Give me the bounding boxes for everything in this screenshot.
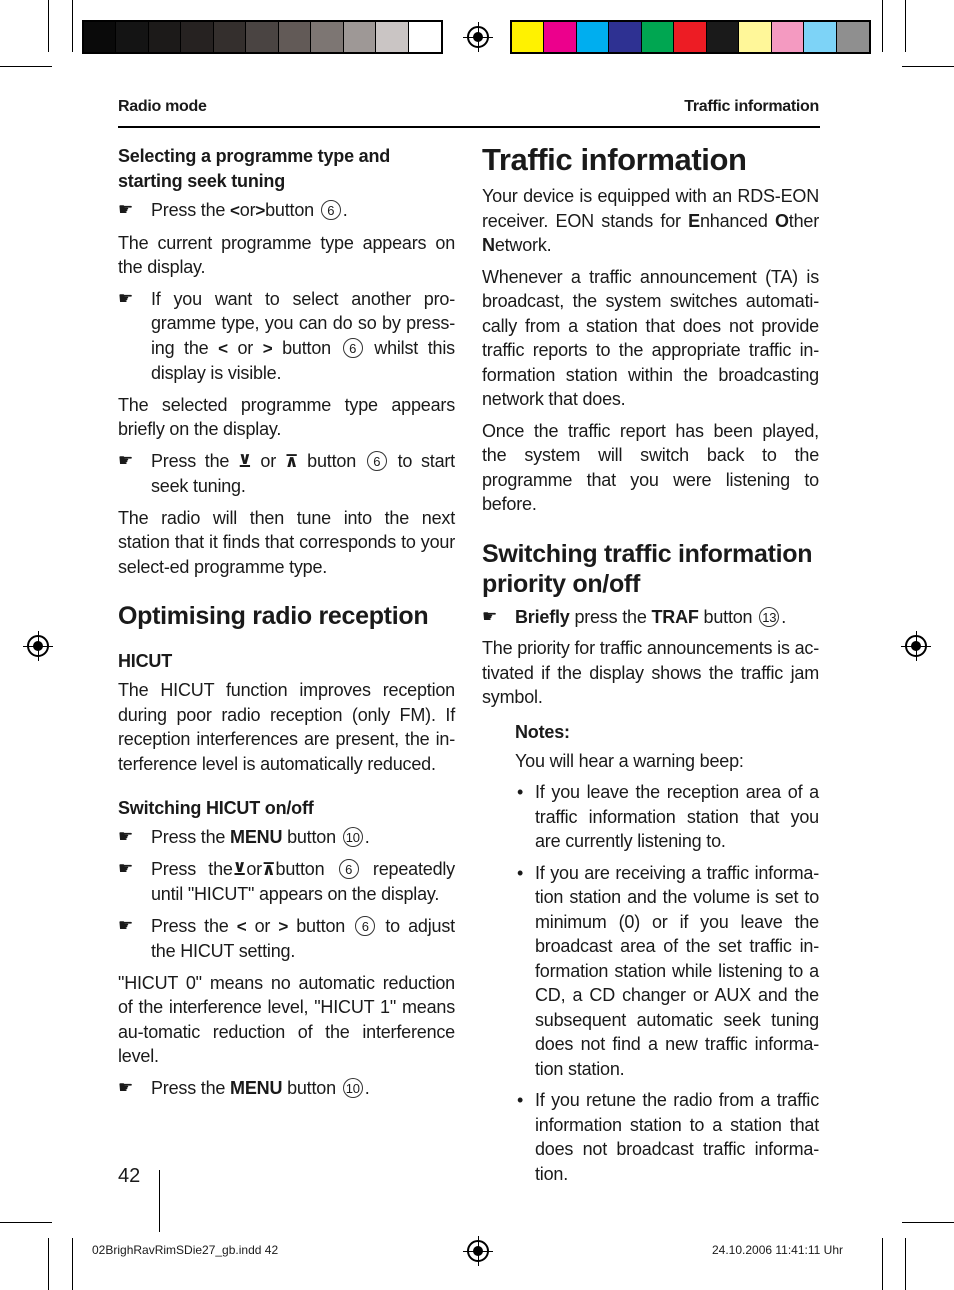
color-swatch <box>409 22 441 52</box>
left-arrow-icon: < <box>236 916 247 936</box>
button-number: 6 <box>355 916 375 936</box>
color-swatch <box>772 22 804 52</box>
right-arrow-icon: > <box>255 201 266 220</box>
instruction-step: ☛ Press the <or>button 6 . <box>118 198 455 224</box>
pointing-hand-icon: ☛ <box>118 1077 134 1097</box>
slug-file: 02BrighRavRimSDie27_gb.indd 42 <box>92 1243 279 1257</box>
section-heading: Optimising radio reception <box>118 602 429 630</box>
color-swatch <box>181 22 213 52</box>
registration-mark-icon <box>27 635 49 657</box>
crop-mark <box>905 0 906 52</box>
list-item: • If you are receiving a traffic informa-tion station and the volume is set to minimum (0) or if you leave the broadcast area of the set traffic in-formation station while listening to a CD, a CD changer or AUX and the subsequent automatic seek tuning does not find a new traffic informa-tion station. <box>517 862 819 1079</box>
header-right: Traffic information <box>684 98 819 115</box>
bullet-icon: • <box>517 782 524 802</box>
color-swatch <box>246 22 278 52</box>
color-calibration-bar <box>510 20 871 54</box>
color-swatch <box>642 22 674 52</box>
page-title: Traffic information <box>482 142 747 177</box>
notes-intro: You will hear a warning beep: <box>515 750 744 771</box>
section-heading: Switching traffic information priority on/off <box>482 539 813 598</box>
instruction-step: ☛ If you want to select another pro-gramme type, you can do so by press-ing the < or > button 6 whilst this display is visible. <box>118 288 455 383</box>
crop-mark <box>48 0 49 52</box>
color-swatch <box>149 22 181 52</box>
crop-mark <box>902 66 954 67</box>
instruction-step: ☛ Press the ⊻ or ⊼ button 6 to start seek tuning. <box>118 450 455 496</box>
registration-mark-icon <box>467 1240 489 1262</box>
registration-mark-icon <box>905 635 927 657</box>
left-arrow-icon: < <box>218 338 228 358</box>
color-swatch <box>674 22 706 52</box>
color-swatch <box>344 22 376 52</box>
header-left: Radio mode <box>118 98 207 115</box>
instruction-step: ☛ Press the MENU button 10 . <box>118 1076 455 1101</box>
button-number: 6 <box>321 200 341 220</box>
color-swatch <box>544 22 576 52</box>
list-item: • If you leave the reception area of a traffic information station that you are currently listening to. <box>517 782 819 851</box>
crop-mark <box>0 1222 52 1223</box>
instruction-step: ☛ Press the⊻or⊼button 6 repeatedly until "HICUT" appears on the display. <box>118 858 455 904</box>
pointing-hand-icon: ☛ <box>118 915 134 935</box>
paragraph: The HICUT function improves reception during poor radio reception (only FM). If reception interferences are present, the in-terference level is automatically reduced. <box>118 680 455 774</box>
instruction-step: ☛ Press the < or > button 6 to adjust the HICUT setting. <box>118 915 455 961</box>
crop-mark <box>905 1238 906 1290</box>
button-number: 6 <box>367 451 387 471</box>
subheading: Switching HICUT on/off <box>118 798 314 818</box>
color-swatch <box>116 22 148 52</box>
list-item: • If you retune the radio from a traffic information station to a station that does not broadcast traffic informa-tion. <box>517 1090 819 1184</box>
seek-up-icon: ⊼ <box>261 859 276 879</box>
paragraph: The priority for traffic announcements is ac-tivated if the display shows the traffic jam symbol. <box>482 638 819 707</box>
notes-title: Notes: <box>515 721 570 742</box>
pointing-hand-icon: ☛ <box>118 200 134 219</box>
crop-mark <box>48 1238 49 1290</box>
pointing-hand-icon: ☛ <box>118 827 134 846</box>
slug-date: 24.10.2006 11:41:11 Uhr <box>712 1243 843 1257</box>
color-swatch <box>804 22 836 52</box>
paragraph: Your device is equipped with an RDS-EON receiver. EON stands for Enhanced Other Network. <box>482 186 820 255</box>
color-swatch <box>376 22 408 52</box>
crop-mark <box>882 0 883 52</box>
header-rule <box>118 126 820 128</box>
color-swatch <box>512 22 544 52</box>
bullet-icon: • <box>517 1090 524 1110</box>
color-swatch <box>577 22 609 52</box>
seek-down-icon: ⊻ <box>232 859 247 879</box>
button-number: 6 <box>343 338 363 358</box>
pointing-hand-icon: ☛ <box>118 288 134 308</box>
button-number: 10 <box>343 1078 363 1098</box>
paragraph: The current programme type appears on the display. <box>118 232 455 277</box>
right-column <box>482 142 819 1193</box>
footer-divider <box>159 1170 160 1232</box>
paragraph: The radio will then tune into the next station that it finds that corresponds to your select-ed programme type. <box>118 507 455 577</box>
pointing-hand-icon: ☛ <box>118 858 134 878</box>
crop-mark <box>72 1238 73 1290</box>
color-swatch <box>609 22 641 52</box>
color-swatch <box>214 22 246 52</box>
color-swatch <box>279 22 311 52</box>
crop-mark <box>72 0 73 52</box>
color-swatch <box>84 22 116 52</box>
right-arrow-icon: > <box>278 916 289 936</box>
instruction-step: ☛ Press the MENU button 10 . <box>118 825 455 850</box>
registration-mark-icon <box>467 26 489 48</box>
pointing-hand-icon: ☛ <box>482 606 498 626</box>
seek-down-icon: ⊻ <box>238 451 252 471</box>
section-title: Selecting a programme type and starting seek tuning <box>118 146 391 191</box>
color-swatch <box>837 22 869 52</box>
notes-block <box>482 720 819 1187</box>
paragraph: "HICUT 0" means no automatic reduction of the interference level, "HICUT 1" means au-tomatic reduction of the interference level. <box>118 972 455 1066</box>
crop-mark <box>882 1238 883 1290</box>
right-arrow-icon: > <box>262 338 273 358</box>
crop-mark <box>902 1222 954 1223</box>
paragraph: Whenever a traffic announcement (TA) is broadcast, the system switches automati-cally from a station that does not provide traffic reports to the appropriate traffic in-formation station within the broadcasting network that does. <box>482 266 819 409</box>
subheading: HICUT <box>118 651 172 671</box>
left-column <box>118 144 455 1107</box>
instruction-step: ☛ Briefly press the TRAF button 13 . <box>482 605 819 630</box>
left-arrow-icon: < <box>230 201 240 220</box>
color-swatch <box>707 22 739 52</box>
button-number: 10 <box>343 827 363 847</box>
paragraph: Once the traffic report has been played, the system will switch back to the programme that you were listening to before. <box>482 420 819 514</box>
button-number: 6 <box>339 859 359 879</box>
page-number: 42 <box>118 1165 141 1187</box>
color-swatch <box>739 22 771 52</box>
paragraph: The selected programme type appears briefly on the display. <box>118 394 455 439</box>
seek-up-icon: ⊼ <box>284 451 299 471</box>
pointing-hand-icon: ☛ <box>118 450 134 470</box>
gray-calibration-bar <box>82 20 443 54</box>
crop-mark <box>0 66 52 67</box>
bullet-icon: • <box>517 862 524 883</box>
button-number: 13 <box>759 607 779 627</box>
color-swatch <box>311 22 343 52</box>
